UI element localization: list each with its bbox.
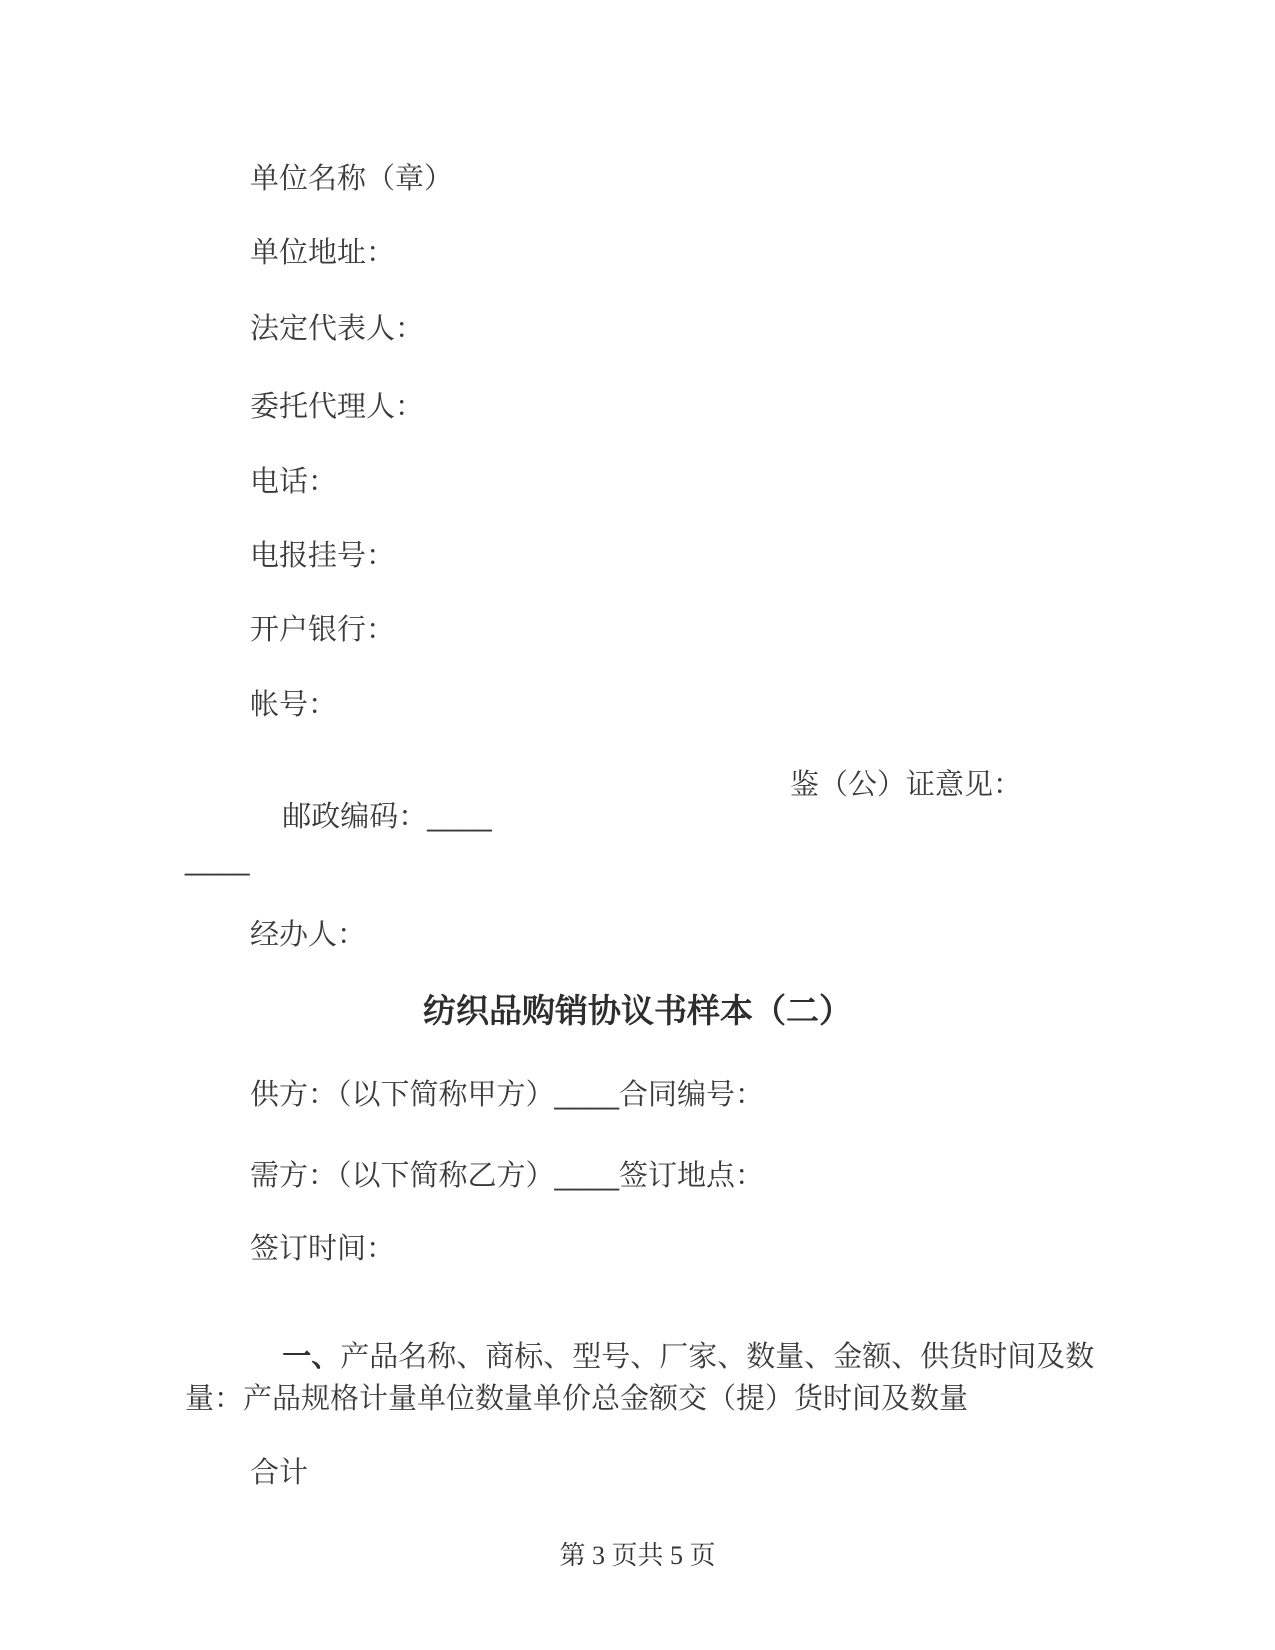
field-account-number: 帐号： [250, 689, 338, 721]
supplier-line: 供方：（以下简称甲方）____合同编号： [250, 1079, 765, 1111]
field-postal-code: 邮政编码：____ [282, 801, 492, 833]
field-unit-name: 单位名称（章） [250, 163, 454, 195]
field-opening-bank: 开户银行： [250, 614, 396, 646]
notary-opinion-label: 鉴（公）证意见： [790, 769, 1023, 801]
document-title: 纺织品购销协议书样本（二） [423, 992, 852, 1029]
field-handler: 经办人： [250, 919, 367, 951]
buyer-line: 需方：（以下简称乙方）____签订地点： [250, 1160, 765, 1192]
total-label: 合计 [250, 1457, 309, 1489]
clause-one-continuation: 量：产品规格计量单位数量单价总金额交（提）货时间及数量 [185, 1383, 969, 1415]
field-entrusted-agent: 委托代理人： [250, 391, 425, 423]
blank-underline: ____ [185, 845, 250, 877]
field-legal-representative: 法定代表人： [250, 313, 425, 345]
field-telegraph-number: 电报挂号： [250, 540, 396, 572]
clause-one-number: 一、 [282, 1341, 341, 1373]
field-phone: 电话： [250, 466, 338, 498]
field-unit-address: 单位地址： [250, 237, 396, 269]
signing-time-label: 签订时间： [250, 1233, 396, 1265]
clause-one-text: 产品名称、商标、型号、厂家、数量、金额、供货时间及数 [340, 1341, 1095, 1373]
page-number-footer: 第 3 页共 5 页 [559, 1541, 716, 1570]
postal-notary-row [250, 769, 1023, 897]
